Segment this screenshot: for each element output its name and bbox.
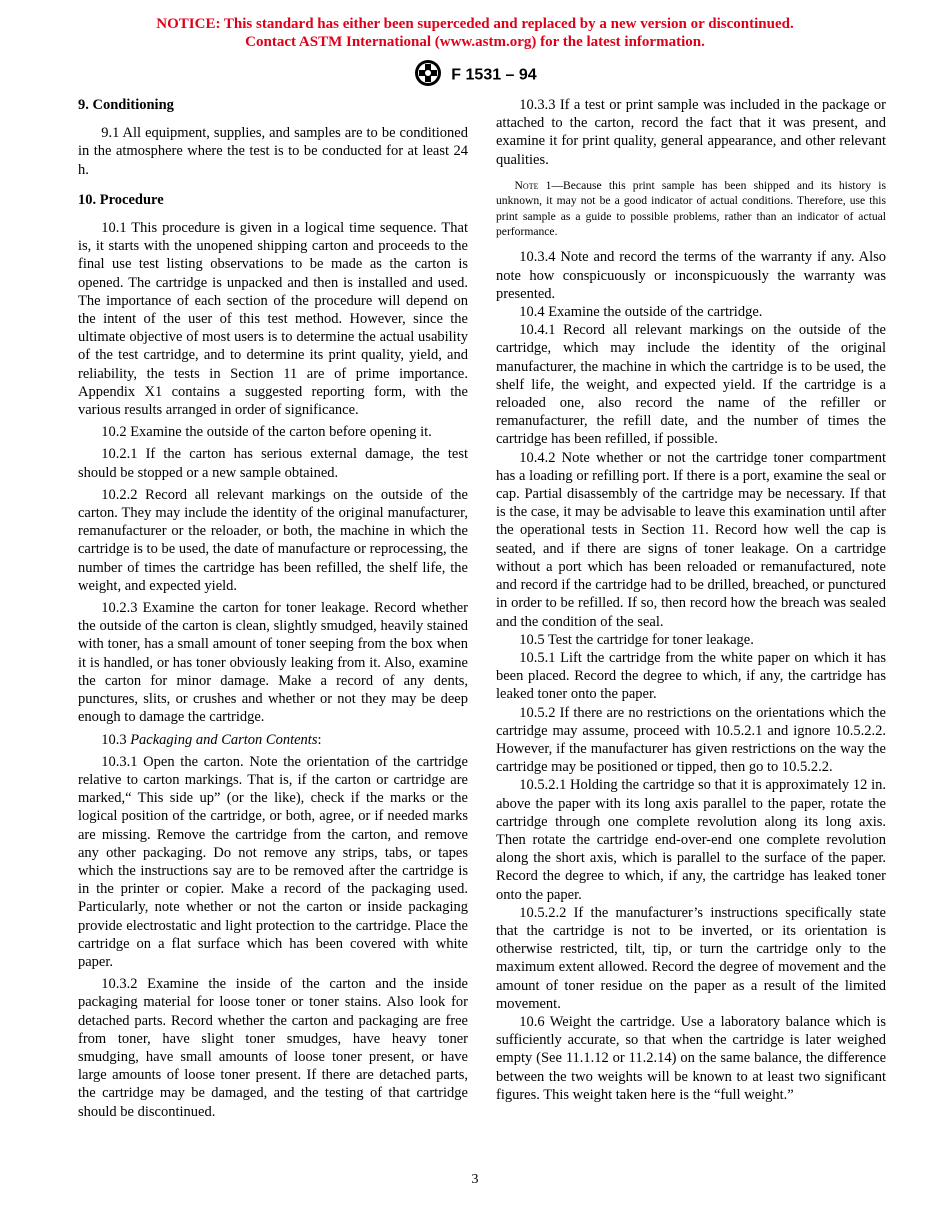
note-1-label: Note 1 (514, 178, 552, 192)
notice-line-1: NOTICE: This standard has either been superceded and replaced by a new version or discontinued. (156, 16, 794, 32)
para-10-4-1: 10.4.1 Record all relevant markings on the outside of the cartridge, which may include the identity of the original manufacturer, the machine in which the cartridge is to be used, the shelf life, the weight, and expected yield. If the cartridge is a reloaded one, also record the name of the refiller or remanufacturer, the refill date, and the number of times the cartridge has been refilled, if possible. (496, 322, 886, 448)
astm-logo-icon (413, 58, 443, 93)
para-10-2-1: 10.2.1 If the carton has serious external damage, the test should be stopped or a new sample obtained. (78, 446, 468, 481)
para-10-1: 10.1 This procedure is given in a logical time sequence. That is, it starts with the unopened shipping carton and proceeds to the final use test listing observations to be made as the carton is opened. The cartridge is unpacked and then is installed and used. The importance of each section of the procedure will depend on the intent of the user of this test method. However, since the ultimate objective of most users is to determine the actual usability of the test cartridge, and to determine its print quality, yield, and reliability, the tests in Section 11 are of prime importance. Appendix X1 contains a suggested reporting form, with the various results arranged in order of significance. (78, 220, 468, 419)
section-10-heading: 10. Procedure (78, 191, 164, 208)
para-10-5: 10.5 Test the cartridge for toner leakage. (519, 631, 754, 648)
right-column (496, 96, 886, 1104)
para-10-6: 10.6 Weight the cartridge. Use a laboratory balance which is sufficiently accurate, so that when the cartridge is later weighed empty (See 11.1.12 or 11.2.14) on the same balance, the difference between the two weights will be known to at least two significant figures. This weight taken here is the “full weight.” (496, 1013, 886, 1103)
page-number: 3 (471, 1172, 479, 1187)
left-column (78, 96, 468, 1121)
para-10-3-1: 10.3.1 Open the carton. Note the orientation of the cartridge relative to carton markings. That is, if the carton or cartridge are marked,“ This side up” (or the like), check if the marks or the logical position of the cartridge, or both, agree, or if needed marks are missing. Remove the cartridge from the carton, and remove any other packaging. Do not remove any strips, tabs, or tapes which the instructions say are to be removed after the cartridge is in the printer or copier. Make a record of the packaging used. Particularly, note whether or not the carton or inside packaging provide electrostatic and light protection to the cartridge. Place the cartridge on a flat surface which has been covered with white paper. (78, 753, 468, 970)
para-10-3-title: Packaging and Carton Contents (130, 731, 318, 748)
standard-header (0, 58, 950, 93)
section-9-heading: 9. Conditioning (78, 97, 174, 113)
para-10-3 (78, 731, 468, 749)
para-10-5-2: 10.5.2 If there are no restrictions on the orientations which the cartridge may assume, proceed with 10.5.2.1 and ignore 10.5.2.2. However, if the manufacturer has given restrictions on the way the cartridge may be positioned or tipped, then go to 10.5.2.2. (496, 704, 886, 776)
note-1-text: —Because this print sample has been shipped and its history is unknown, it may not be a good indicator of actual conditions. Therefore, use this print sample as a guide to possible problems, rather than an indicator of actual performance. (496, 178, 886, 239)
para-10-3-4: 10.3.4 Note and record the terms of the warranty if any. Also note how conspicuously or inconspicuously the warranty was presented. (496, 249, 886, 302)
para-10-3-colon: : (317, 731, 322, 748)
para-10-5-2-2: 10.5.2.2 If the manufacturer’s instructions specifically state that the cartridge is not to be inverted, or its orientation is otherwise restricted, tilt, tip, or turn the cartridge only to the maximum extent allowed. Record the degree of movement and the amount of toner residue on the paper as a result of the limited movement. (496, 904, 886, 1012)
para-9-1: 9.1 All equipment, supplies, and samples are to be conditioned in the atmosphere where the test is to be conducted for at least 24 h. (78, 125, 468, 178)
para-10-4-2: 10.4.2 Note whether or not the cartridge toner compartment has a loading or refilling port. If there is a port, examine the seal or cap. Partial disassembly of the cartridge may be necessary. If that is the case, it may be advisable to leave this examination until after the operational tests in Section 11. Record how well the cap is seated, and if there are signs of toner leakage. On a cartridge without a port which has been reloaded or remanufactured, note and record if the cartridge had to be drilled, breached, or punctured in order to be refilled. If so, then record how the breach was sealed and the condition of the seal. (496, 449, 886, 630)
para-10-3-2: 10.3.2 Examine the inside of the carton and the inside packaging material for loose toner or toner stains. Also look for detached parts. Record whether the carton and packaging are free from toner, have slight toner smudges, have heavy toner smudging, have small amounts of loose toner present, or have large amounts of loose toner present. If there are detached parts, the cartridge may be damaged, and the testing of that cartridge should be discontinued. (78, 976, 468, 1120)
para-10-4: 10.4 Examine the outside of the cartridge. (519, 304, 763, 321)
para-10-5-2-1: 10.5.2.1 Holding the cartridge so that it is approximately 12 in. above the paper with its long axis parallel to the paper, rotate the cartridge through one complete revolution along its long axis. Then rotate the cartridge end-over-end one complete revolution along the short axis, which is parallel to the surface of the paper. Record the degree to which, if any, the cartridge has leaked toner onto the paper. (496, 777, 886, 903)
para-10-3-number: 10.3 (101, 731, 127, 748)
para-10-2-2: 10.2.2 Record all relevant markings on the outside of the carton. They may include the identity of the original manufacturer, remanufacturer or the reloader, or both, the machine in which the cartridge is to be used, the date of manufacture or reprocessing, the number of times the cartridge has been refilled, the shelf life, the weight, and expected yield. (78, 486, 468, 594)
note-1 (496, 178, 886, 240)
designation: F 1531 – 94 (451, 66, 537, 84)
para-10-2-3: 10.2.3 Examine the carton for toner leakage. Record whether the outside of the carton is clean, slightly smudged, heavily stained with toner, has a small amount of toner seeping from the box when it is handled, or has toner obviously leaking from it. Also, examine the carton for minor damage. Make a record of any dents, punctures, slits, or crushes and whether or not they may be deep enough to damage the cartridge. (78, 600, 468, 726)
notice-line-2: Contact ASTM International (www.astm.org) for the latest information. (245, 34, 705, 50)
para-10-5-1: 10.5.1 Lift the cartridge from the white paper on which it has been placed. Record the degree to which, if any, the cartridge has leaked toner onto the paper. (496, 649, 886, 703)
para-10-2: 10.2 Examine the outside of the carton before opening it. (101, 424, 432, 441)
para-10-3-3: 10.3.3 If a test or print sample was included in the package or attached to the carton, record the fact that it was present, and examine it for print quality, general appearance, and other relevant qualities. (496, 97, 886, 168)
